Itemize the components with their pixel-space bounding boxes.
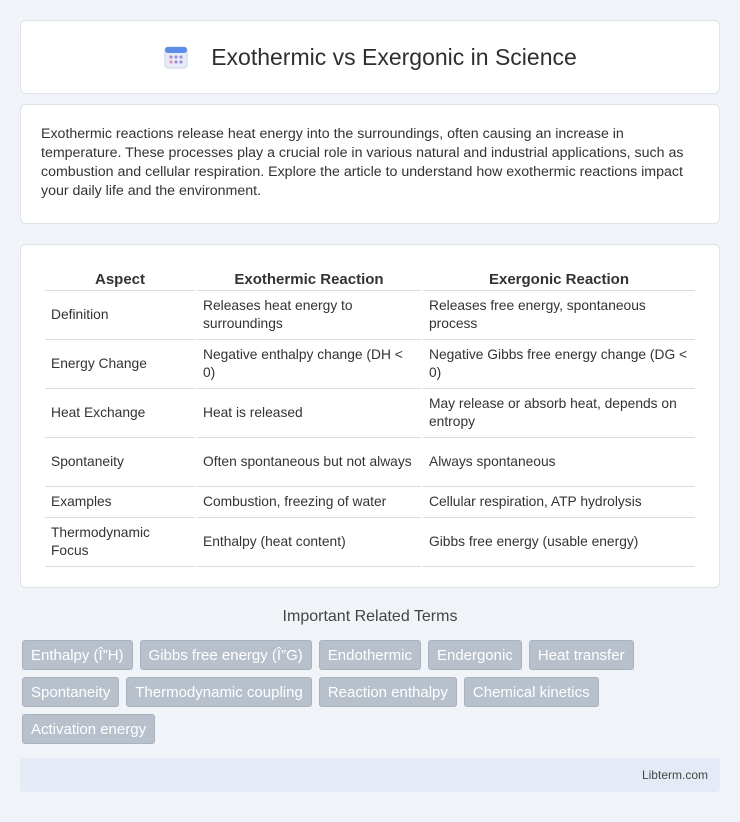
table-cell: Spontaneity	[45, 438, 195, 487]
column-header: Exothermic Reaction	[197, 265, 421, 291]
calendar-grid-icon	[163, 44, 189, 70]
comparison-table	[43, 265, 697, 567]
table-cell: Thermodynamic Focus	[45, 518, 195, 567]
intro-text: Exothermic reactions release heat energy into the surroundings, often causing an increase in temperature. These processes play a crucial role in various natural and industrial applications, such as combustion and cellular respiration. Explore the article to understand how exothermic reactions impact your daily life and the environment.	[41, 126, 684, 199]
table-cell: Cellular respiration, ATP hydrolysis	[423, 487, 695, 518]
table-cell: Heat Exchange	[45, 389, 195, 438]
comparison-card	[20, 244, 720, 588]
related-terms-title: Important Related Terms	[282, 608, 458, 625]
table-cell: Examples	[45, 487, 195, 518]
table-row	[45, 291, 695, 340]
related-term-tag[interactable]: Reaction enthalpy	[319, 677, 457, 707]
related-term-tag[interactable]: Heat transfer	[529, 640, 634, 670]
table-cell: May release or absorb heat, depends on entropy	[423, 389, 695, 438]
related-term-tag[interactable]: Endothermic	[319, 640, 421, 670]
related-terms-list	[22, 640, 722, 744]
table-cell: Often spontaneous but not always	[197, 438, 421, 487]
table-cell: Enthalpy (heat content)	[197, 518, 421, 567]
related-term-tag[interactable]: Activation energy	[22, 714, 155, 744]
intro-card	[20, 104, 720, 224]
related-term-tag[interactable]: Enthalpy (Î”H)	[22, 640, 133, 670]
table-cell: Negative enthalpy change (DH < 0)	[197, 340, 421, 389]
table-cell: Releases heat energy to surroundings	[197, 291, 421, 340]
table-row	[45, 518, 695, 567]
related-term-tag[interactable]: Gibbs free energy (Î”G)	[140, 640, 312, 670]
table-header-row	[45, 265, 695, 291]
table-cell: Negative Gibbs free energy change (DG < 0)	[423, 340, 695, 389]
table-row	[45, 487, 695, 518]
table-cell: Definition	[45, 291, 195, 340]
column-header: Exergonic Reaction	[423, 265, 695, 291]
related-term-tag[interactable]: Chemical kinetics	[464, 677, 599, 707]
table-row	[45, 389, 695, 438]
table-cell: Always spontaneous	[423, 438, 695, 487]
table-cell: Heat is released	[197, 389, 421, 438]
table-row	[45, 340, 695, 389]
related-term-tag[interactable]: Endergonic	[428, 640, 522, 670]
column-header: Aspect	[45, 265, 195, 291]
related-term-tag[interactable]: Thermodynamic coupling	[126, 677, 312, 707]
footer-site-link[interactable]: Libterm.com	[641, 768, 708, 782]
table-cell: Gibbs free energy (usable energy)	[423, 518, 695, 567]
page-title: Exothermic vs Exergonic in Science	[211, 43, 577, 70]
table-row	[45, 438, 695, 487]
table-cell: Combustion, freezing of water	[197, 487, 421, 518]
table-cell: Releases free energy, spontaneous process	[423, 291, 695, 340]
footer	[20, 758, 720, 792]
header-card	[20, 20, 720, 94]
table-cell: Energy Change	[45, 340, 195, 389]
related-term-tag[interactable]: Spontaneity	[22, 677, 119, 707]
